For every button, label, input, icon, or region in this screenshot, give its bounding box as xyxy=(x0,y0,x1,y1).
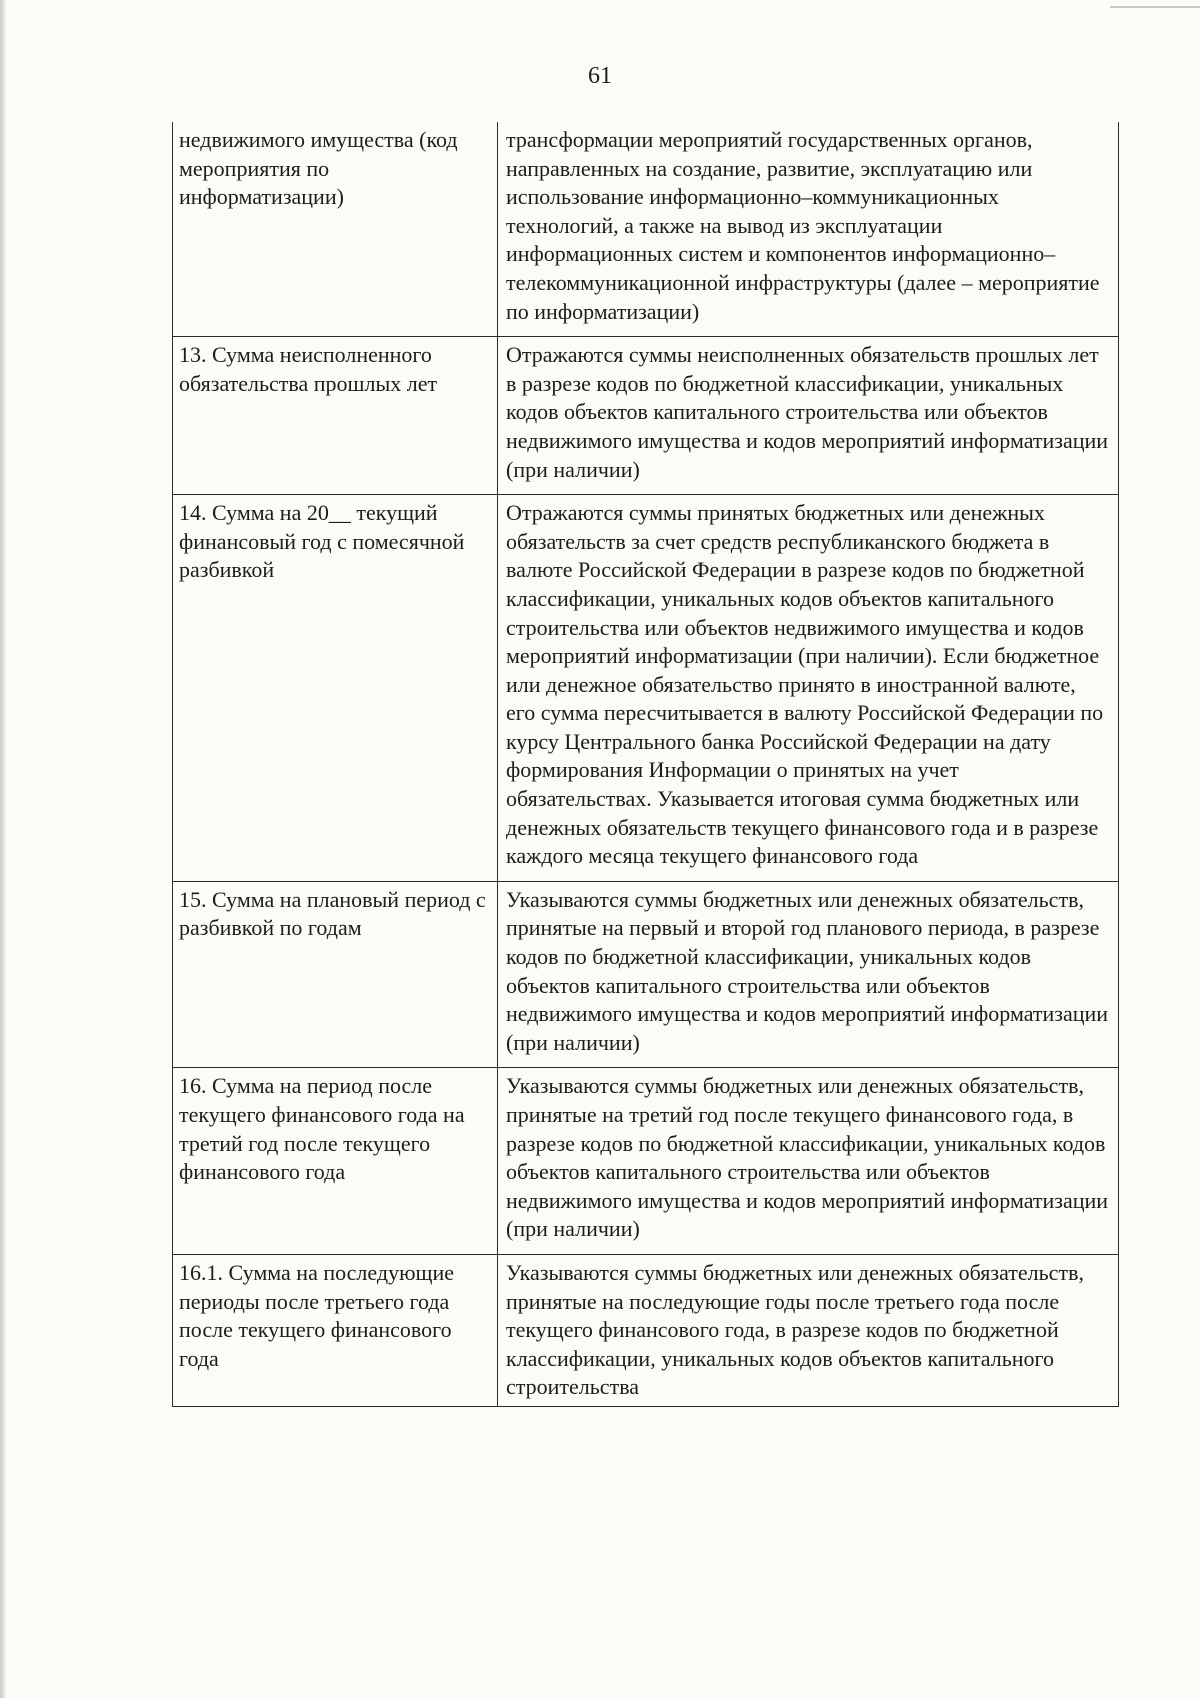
table-row xyxy=(173,1068,1119,1255)
table-row xyxy=(173,495,1119,882)
term-cell: 16.1. Сумма на последующие периоды после третьего года после текущего финансового года xyxy=(173,1254,498,1406)
description-cell: Отражаются суммы неисполненных обязательств прошлых лет в разрезе кодов по бюджетной классификации, уникальных кодов объектов капитального строительства или объектов недвижимого имущества и кодов мероприятий информатизации (при наличии) xyxy=(498,337,1119,495)
scan-edge-shadow xyxy=(0,0,6,1698)
description-cell: Указываются суммы бюджетных или денежных обязательств, принятые на последующие годы после третьего года после текущего финансового года, в разрезе кодов по бюджетной классификации, уникальных кодов объектов капитального строительства xyxy=(498,1254,1119,1406)
term-cell: недвижимого имущества (код мероприятия по информатизации) xyxy=(173,122,498,337)
table-row xyxy=(173,122,1119,337)
term-cell: 16. Сумма на период после текущего финансового года на третий год после текущего финансового года xyxy=(173,1068,498,1255)
term-cell: 15. Сумма на плановый период с разбивкой по годам xyxy=(173,881,498,1068)
definitions-table xyxy=(172,122,1119,1407)
table-row xyxy=(173,881,1119,1068)
description-cell: Указываются суммы бюджетных или денежных обязательств, принятые на третий год после текущего финансового года, в разрезе кодов по бюджетной классификации, уникальных кодов объектов капитального строительства или объектов недвижимого имущества и кодов мероприятий информатизации (при наличии) xyxy=(498,1068,1119,1255)
scan-top-mark xyxy=(1110,6,1200,8)
description-cell: Указываются суммы бюджетных или денежных обязательств, принятые на первый и второй год планового периода, в разрезе кодов по бюджетной классификации, уникальных кодов объектов капитального строительства или объектов недвижимого имущества и кодов мероприятий информатизации (при наличии) xyxy=(498,881,1119,1068)
term-cell: 14. Сумма на 20__ текущий финансовый год с помесячной разбивкой xyxy=(173,495,498,882)
description-cell: трансформации мероприятий государственных органов, направленных на создание, развитие, эксплуатацию или использование информационно–коммуникационных технологий, а также на вывод из эксплуатации информационных систем и компонентов информационно–телекоммуникационной инфраструктуры (далее – мероприятие по информатизации) xyxy=(498,122,1119,337)
description-cell: Отражаются суммы принятых бюджетных или денежных обязательств за счет средств республиканского бюджета в валюте Российской Федерации в разрезе кодов по бюджетной классификации, уникальных кодов объектов капитального строительства или объектов недвижимого имущества и кодов мероприятий информатизации (при наличии). Если бюджетное или денежное обязательство принято в иностранной валюте, его сумма пересчитывается в валюту Российской Федерации по курсу Центрального банка Российской Федерации на дату формирования Информации о принятых на учет обязательствах. Указывается итоговая сумма бюджетных или денежных обязательств текущего финансового года и в разрезе каждого месяца текущего финансового года xyxy=(498,495,1119,882)
table-row xyxy=(173,337,1119,495)
term-cell: 13. Сумма неисполненного обязательства прошлых лет xyxy=(173,337,498,495)
page-number: 61 xyxy=(588,63,612,89)
table-row xyxy=(173,1254,1119,1406)
